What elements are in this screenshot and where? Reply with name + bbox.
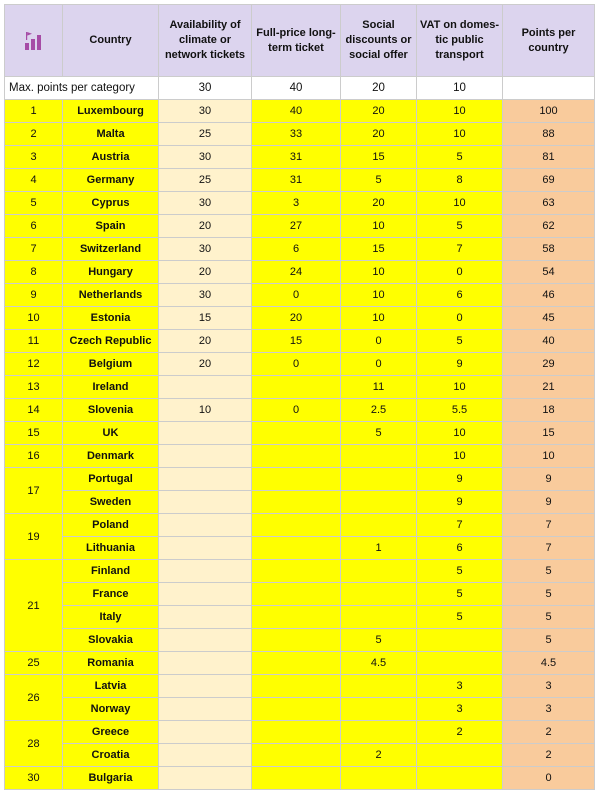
- availability-cell: 30: [159, 238, 252, 261]
- total-points-cell: 2: [503, 744, 595, 767]
- table-row: [5, 215, 595, 238]
- rank-cell: 28: [5, 721, 63, 767]
- social-cell: [341, 560, 417, 583]
- vat-cell: 10: [417, 123, 503, 146]
- total-points-cell: 21: [503, 376, 595, 399]
- header-points-per-country: Points per country: [503, 5, 595, 77]
- country-cell: Cyprus: [63, 192, 159, 215]
- availability-cell: [159, 560, 252, 583]
- country-cell: Sweden: [63, 491, 159, 514]
- full-price-cell: 33: [252, 123, 341, 146]
- total-points-cell: 15: [503, 422, 595, 445]
- vat-cell: 9: [417, 468, 503, 491]
- table-body: [5, 77, 595, 790]
- social-cell: 10: [341, 307, 417, 330]
- total-points-cell: 40: [503, 330, 595, 353]
- full-price-cell: 40: [252, 100, 341, 123]
- social-cell: [341, 606, 417, 629]
- rank-cell: 2: [5, 123, 63, 146]
- header-row: [5, 5, 595, 77]
- country-cell: Croatia: [63, 744, 159, 767]
- rank-cell: 6: [5, 215, 63, 238]
- table-row: [5, 629, 595, 652]
- social-cell: 5: [341, 629, 417, 652]
- rank-cell: 10: [5, 307, 63, 330]
- vat-cell: 10: [417, 376, 503, 399]
- total-points-cell: 7: [503, 537, 595, 560]
- full-price-cell: [252, 491, 341, 514]
- country-cell: UK: [63, 422, 159, 445]
- total-points-cell: 5: [503, 560, 595, 583]
- social-cell: [341, 698, 417, 721]
- rank-cell: 1: [5, 100, 63, 123]
- vat-cell: 9: [417, 353, 503, 376]
- vat-cell: 5: [417, 330, 503, 353]
- full-price-cell: 3: [252, 192, 341, 215]
- availability-cell: 30: [159, 192, 252, 215]
- table-row: [5, 238, 595, 261]
- country-cell: Ireland: [63, 376, 159, 399]
- max-points-full-price: 40: [252, 77, 341, 100]
- total-points-cell: 5: [503, 629, 595, 652]
- header-country: Country: [63, 5, 159, 77]
- max-points-row: [5, 77, 595, 100]
- vat-cell: 5: [417, 215, 503, 238]
- rank-cell: 25: [5, 652, 63, 675]
- social-cell: [341, 468, 417, 491]
- availability-cell: 25: [159, 169, 252, 192]
- header-availability: Availability of climate or network tickets: [159, 5, 252, 77]
- full-price-cell: [252, 721, 341, 744]
- full-price-cell: [252, 652, 341, 675]
- social-cell: 4.5: [341, 652, 417, 675]
- availability-cell: [159, 583, 252, 606]
- max-points-total: [503, 77, 595, 100]
- rank-cell: 3: [5, 146, 63, 169]
- social-cell: 2: [341, 744, 417, 767]
- full-price-cell: 6: [252, 238, 341, 261]
- social-cell: 20: [341, 192, 417, 215]
- max-points-availability: 30: [159, 77, 252, 100]
- availability-cell: [159, 422, 252, 445]
- social-cell: [341, 445, 417, 468]
- table-row: [5, 560, 595, 583]
- availability-cell: 20: [159, 330, 252, 353]
- total-points-cell: 54: [503, 261, 595, 284]
- bar-chart-logo-icon: [23, 30, 45, 52]
- table-row: [5, 100, 595, 123]
- full-price-cell: 24: [252, 261, 341, 284]
- table-row: [5, 284, 595, 307]
- table-row: [5, 422, 595, 445]
- ranking-table: [4, 4, 595, 790]
- social-cell: [341, 583, 417, 606]
- social-cell: [341, 721, 417, 744]
- rank-cell: 21: [5, 560, 63, 652]
- vat-cell: 2: [417, 721, 503, 744]
- social-cell: 5: [341, 422, 417, 445]
- social-cell: 11: [341, 376, 417, 399]
- social-cell: 10: [341, 261, 417, 284]
- availability-cell: 30: [159, 100, 252, 123]
- social-cell: 2.5: [341, 399, 417, 422]
- country-cell: Estonia: [63, 307, 159, 330]
- country-cell: Belgium: [63, 353, 159, 376]
- table-row: [5, 652, 595, 675]
- total-points-cell: 69: [503, 169, 595, 192]
- rank-cell: 11: [5, 330, 63, 353]
- total-points-cell: 3: [503, 698, 595, 721]
- country-cell: Switzerland: [63, 238, 159, 261]
- vat-cell: 5: [417, 560, 503, 583]
- full-price-cell: 31: [252, 146, 341, 169]
- full-price-cell: [252, 629, 341, 652]
- table-row: [5, 399, 595, 422]
- availability-cell: 10: [159, 399, 252, 422]
- vat-cell: 0: [417, 261, 503, 284]
- country-cell: Finland: [63, 560, 159, 583]
- rank-cell: 15: [5, 422, 63, 445]
- rank-cell: 17: [5, 468, 63, 514]
- max-points-label: Max. points per category: [5, 77, 159, 100]
- table-row: [5, 261, 595, 284]
- vat-cell: 0: [417, 307, 503, 330]
- country-cell: Austria: [63, 146, 159, 169]
- full-price-cell: 15: [252, 330, 341, 353]
- country-cell: Germany: [63, 169, 159, 192]
- vat-cell: 5.5: [417, 399, 503, 422]
- vat-cell: 5: [417, 583, 503, 606]
- country-cell: Norway: [63, 698, 159, 721]
- table-row: [5, 468, 595, 491]
- availability-cell: [159, 491, 252, 514]
- country-cell: Romania: [63, 652, 159, 675]
- total-points-cell: 9: [503, 468, 595, 491]
- country-cell: Slovakia: [63, 629, 159, 652]
- table-row: [5, 744, 595, 767]
- vat-cell: [417, 652, 503, 675]
- full-price-cell: [252, 537, 341, 560]
- table-row: [5, 514, 595, 537]
- availability-cell: [159, 445, 252, 468]
- vat-cell: 10: [417, 445, 503, 468]
- availability-cell: 30: [159, 146, 252, 169]
- country-cell: Bulgaria: [63, 767, 159, 790]
- country-cell: Italy: [63, 606, 159, 629]
- availability-cell: [159, 675, 252, 698]
- availability-cell: [159, 537, 252, 560]
- social-cell: 0: [341, 353, 417, 376]
- full-price-cell: 27: [252, 215, 341, 238]
- logo-cell: [5, 5, 63, 77]
- table-row: [5, 353, 595, 376]
- vat-cell: 6: [417, 284, 503, 307]
- rank-cell: 19: [5, 514, 63, 560]
- full-price-cell: [252, 675, 341, 698]
- country-cell: Denmark: [63, 445, 159, 468]
- rank-cell: 7: [5, 238, 63, 261]
- full-price-cell: [252, 422, 341, 445]
- header-vat: VAT on domes-tic public transport: [417, 5, 503, 77]
- social-cell: 10: [341, 284, 417, 307]
- full-price-cell: [252, 514, 341, 537]
- table-row: [5, 192, 595, 215]
- availability-cell: 20: [159, 261, 252, 284]
- vat-cell: 5: [417, 146, 503, 169]
- total-points-cell: 29: [503, 353, 595, 376]
- social-cell: [341, 767, 417, 790]
- country-cell: Latvia: [63, 675, 159, 698]
- table-row: [5, 537, 595, 560]
- vat-cell: 10: [417, 100, 503, 123]
- total-points-cell: 88: [503, 123, 595, 146]
- social-cell: 20: [341, 123, 417, 146]
- vat-cell: 9: [417, 491, 503, 514]
- availability-cell: [159, 721, 252, 744]
- full-price-cell: 0: [252, 284, 341, 307]
- social-cell: 5: [341, 169, 417, 192]
- availability-cell: 20: [159, 215, 252, 238]
- total-points-cell: 63: [503, 192, 595, 215]
- rank-cell: 8: [5, 261, 63, 284]
- total-points-cell: 18: [503, 399, 595, 422]
- total-points-cell: 10: [503, 445, 595, 468]
- country-cell: Poland: [63, 514, 159, 537]
- social-cell: 10: [341, 215, 417, 238]
- availability-cell: 30: [159, 284, 252, 307]
- vat-cell: 7: [417, 238, 503, 261]
- vat-cell: [417, 629, 503, 652]
- availability-cell: [159, 652, 252, 675]
- full-price-cell: [252, 583, 341, 606]
- rank-cell: 26: [5, 675, 63, 721]
- rank-cell: 12: [5, 353, 63, 376]
- table-row: [5, 491, 595, 514]
- availability-cell: 15: [159, 307, 252, 330]
- social-cell: 15: [341, 238, 417, 261]
- table-row: [5, 123, 595, 146]
- social-cell: [341, 491, 417, 514]
- header-social-discounts: Social discounts or social offer: [341, 5, 417, 77]
- rank-cell: 13: [5, 376, 63, 399]
- rank-cell: 14: [5, 399, 63, 422]
- availability-cell: [159, 606, 252, 629]
- country-cell: Czech Republic: [63, 330, 159, 353]
- vat-cell: 5: [417, 606, 503, 629]
- full-price-cell: 0: [252, 399, 341, 422]
- total-points-cell: 2: [503, 721, 595, 744]
- rank-cell: 30: [5, 767, 63, 790]
- header-full-price-ticket: Full-price long-term ticket: [252, 5, 341, 77]
- table-row: [5, 445, 595, 468]
- social-cell: [341, 514, 417, 537]
- country-cell: Lithuania: [63, 537, 159, 560]
- country-cell: Luxembourg: [63, 100, 159, 123]
- availability-cell: [159, 629, 252, 652]
- max-points-social: 20: [341, 77, 417, 100]
- availability-cell: [159, 514, 252, 537]
- full-price-cell: [252, 445, 341, 468]
- availability-cell: [159, 468, 252, 491]
- availability-cell: [159, 376, 252, 399]
- social-cell: 15: [341, 146, 417, 169]
- total-points-cell: 3: [503, 675, 595, 698]
- table-row: [5, 583, 595, 606]
- social-cell: 1: [341, 537, 417, 560]
- full-price-cell: [252, 560, 341, 583]
- total-points-cell: 9: [503, 491, 595, 514]
- vat-cell: 6: [417, 537, 503, 560]
- table-row: [5, 721, 595, 744]
- full-price-cell: [252, 606, 341, 629]
- total-points-cell: 45: [503, 307, 595, 330]
- availability-cell: 20: [159, 353, 252, 376]
- total-points-cell: 62: [503, 215, 595, 238]
- availability-cell: [159, 767, 252, 790]
- availability-cell: [159, 744, 252, 767]
- availability-cell: 25: [159, 123, 252, 146]
- vat-cell: 3: [417, 675, 503, 698]
- table-row: [5, 307, 595, 330]
- total-points-cell: 5: [503, 606, 595, 629]
- vat-cell: [417, 744, 503, 767]
- table-row: [5, 169, 595, 192]
- country-cell: Netherlands: [63, 284, 159, 307]
- full-price-cell: [252, 698, 341, 721]
- table-row: [5, 675, 595, 698]
- social-cell: 0: [341, 330, 417, 353]
- full-price-cell: 20: [252, 307, 341, 330]
- country-cell: Slovenia: [63, 399, 159, 422]
- total-points-cell: 81: [503, 146, 595, 169]
- total-points-cell: 4.5: [503, 652, 595, 675]
- vat-cell: 8: [417, 169, 503, 192]
- max-points-vat: 10: [417, 77, 503, 100]
- country-cell: Portugal: [63, 468, 159, 491]
- table-row: [5, 146, 595, 169]
- total-points-cell: 100: [503, 100, 595, 123]
- rank-cell: 9: [5, 284, 63, 307]
- full-price-cell: [252, 468, 341, 491]
- country-cell: Hungary: [63, 261, 159, 284]
- vat-cell: 10: [417, 192, 503, 215]
- vat-cell: 10: [417, 422, 503, 445]
- social-cell: [341, 675, 417, 698]
- total-points-cell: 46: [503, 284, 595, 307]
- vat-cell: 7: [417, 514, 503, 537]
- full-price-cell: [252, 376, 341, 399]
- table-row: [5, 376, 595, 399]
- table-row: [5, 767, 595, 790]
- full-price-cell: [252, 767, 341, 790]
- total-points-cell: 5: [503, 583, 595, 606]
- country-cell: Malta: [63, 123, 159, 146]
- rank-cell: 4: [5, 169, 63, 192]
- full-price-cell: 0: [252, 353, 341, 376]
- total-points-cell: 58: [503, 238, 595, 261]
- total-points-cell: 7: [503, 514, 595, 537]
- country-cell: Greece: [63, 721, 159, 744]
- table-row: [5, 698, 595, 721]
- table-row: [5, 606, 595, 629]
- vat-cell: [417, 767, 503, 790]
- total-points-cell: 0: [503, 767, 595, 790]
- social-cell: 20: [341, 100, 417, 123]
- country-cell: Spain: [63, 215, 159, 238]
- rank-cell: 16: [5, 445, 63, 468]
- rank-cell: 5: [5, 192, 63, 215]
- vat-cell: 3: [417, 698, 503, 721]
- table-row: [5, 330, 595, 353]
- full-price-cell: 31: [252, 169, 341, 192]
- availability-cell: [159, 698, 252, 721]
- country-cell: France: [63, 583, 159, 606]
- full-price-cell: [252, 744, 341, 767]
